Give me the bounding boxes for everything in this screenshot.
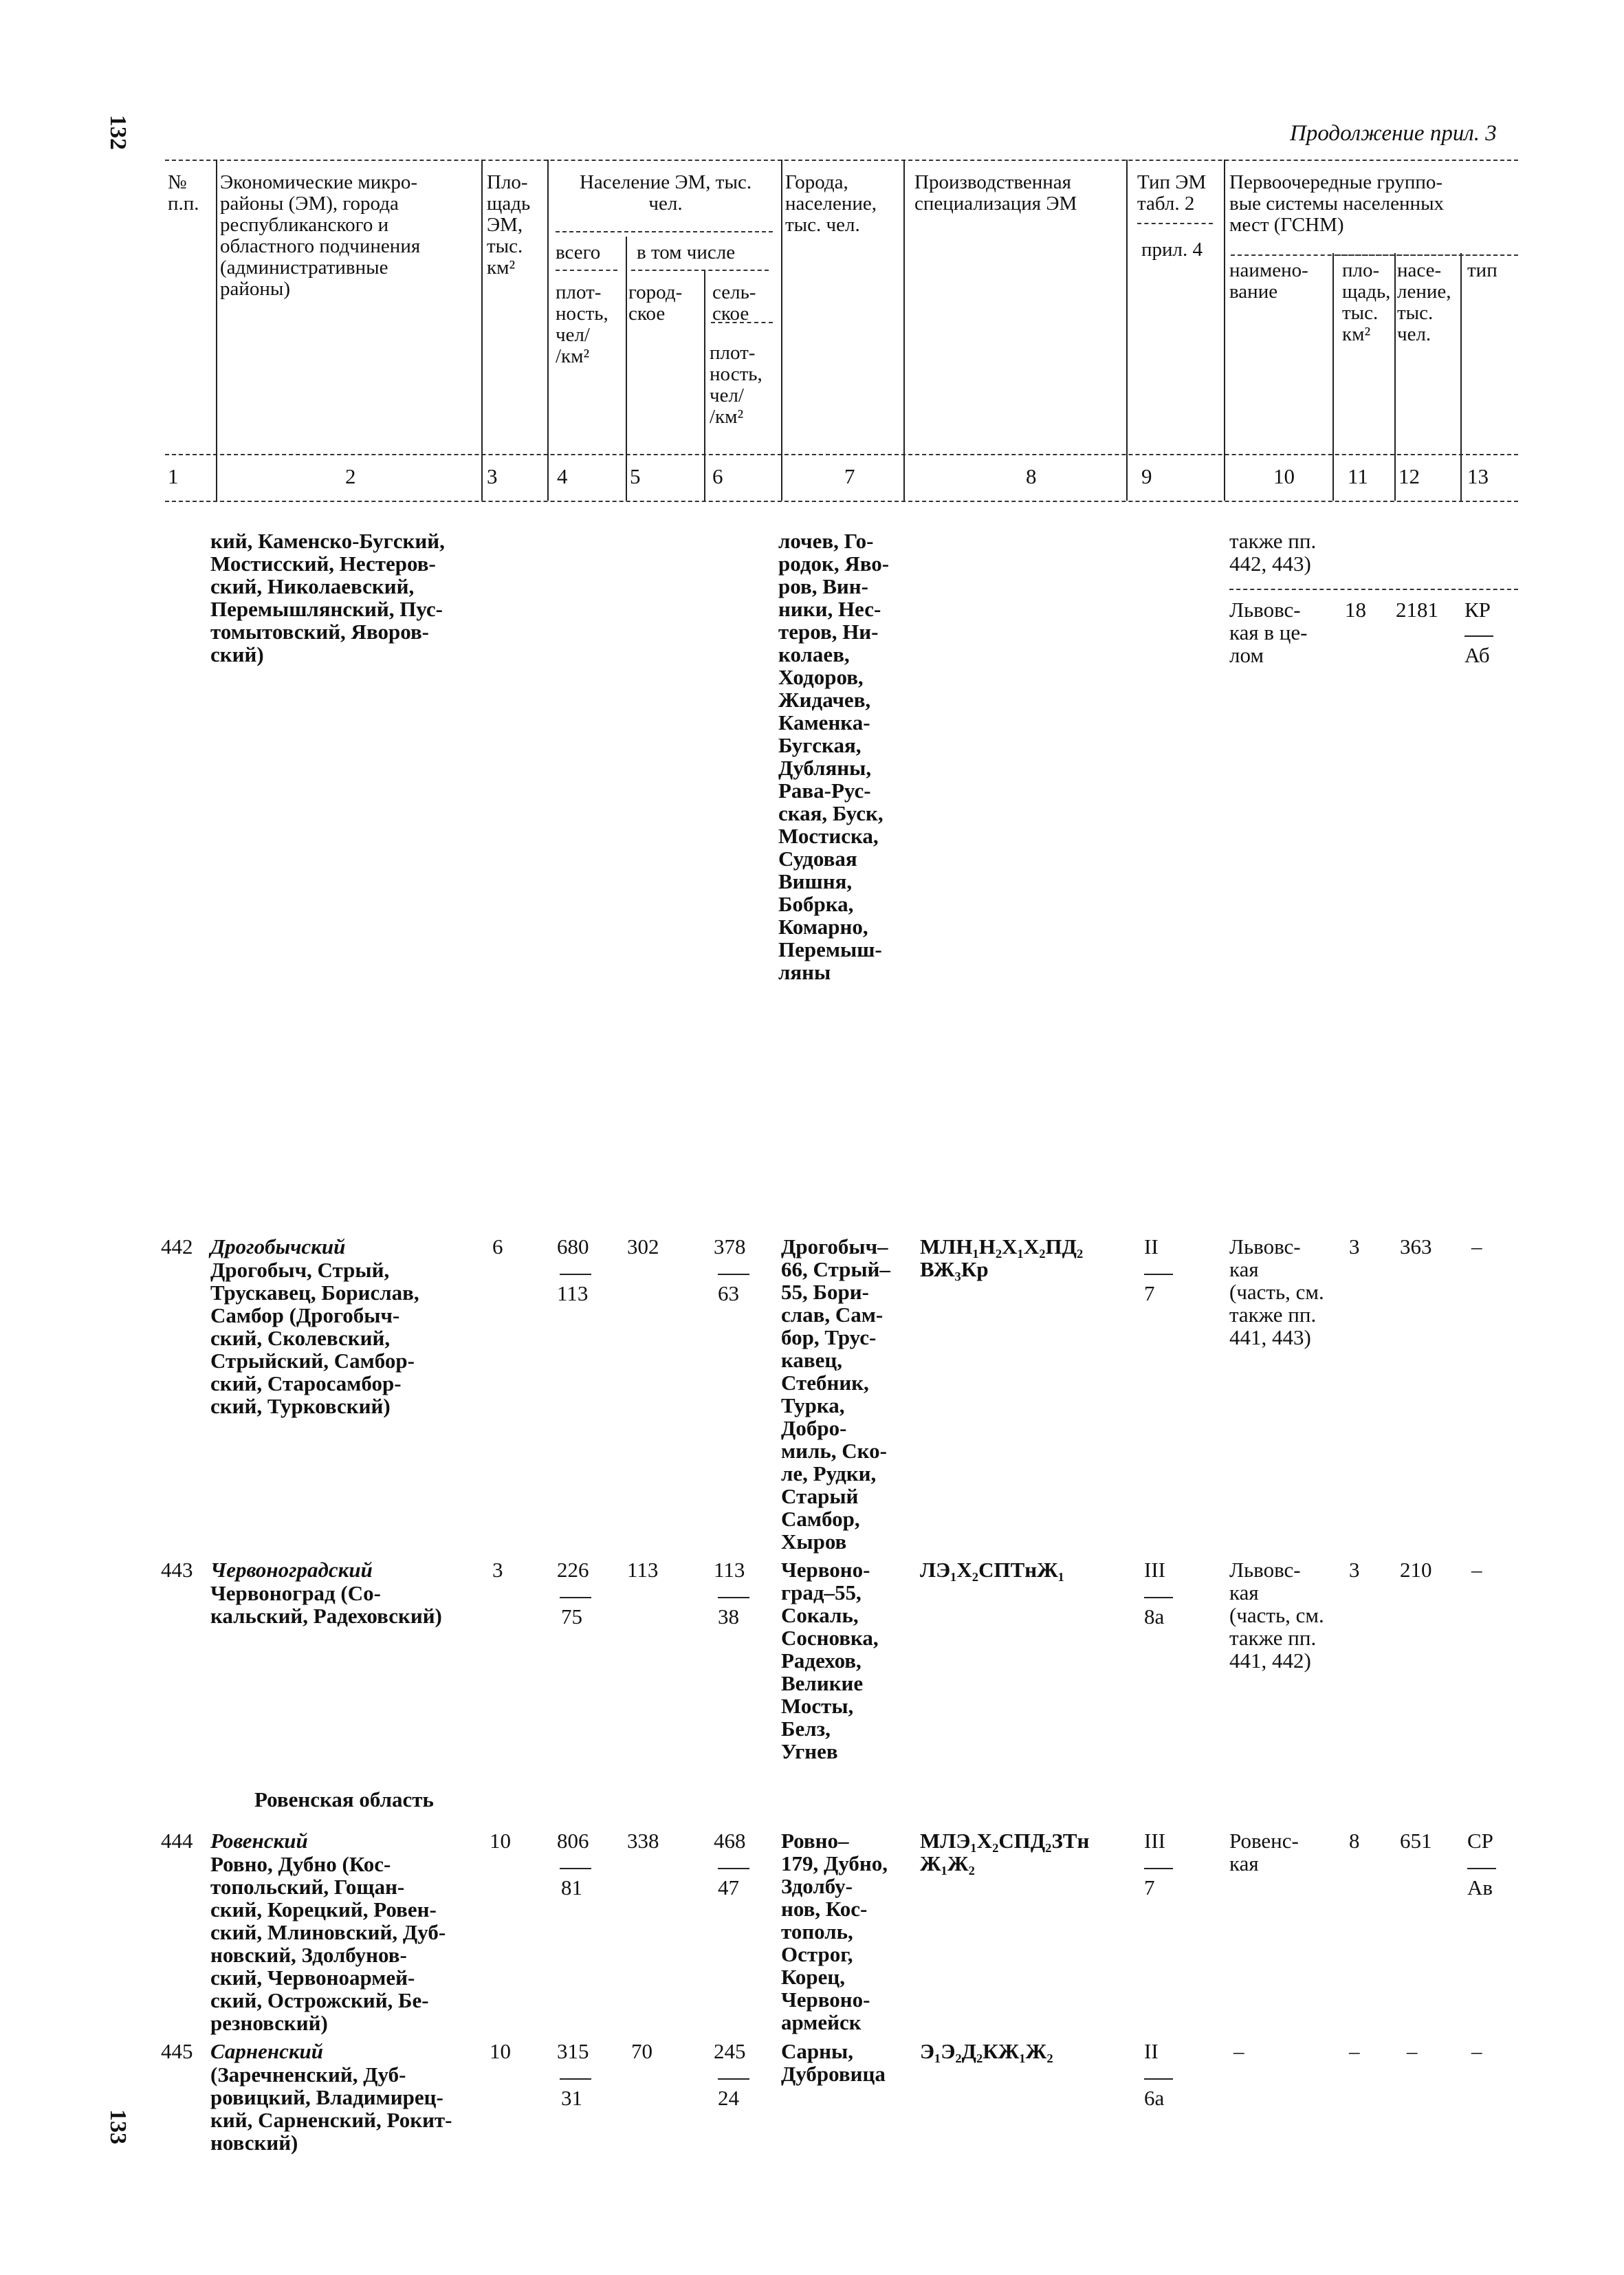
continued-districts: кий, Каменско-Бугский, Мостисский, Нестеров- ский, Николаевский, Перемышлянский, Пус- томытовский, Яворов- ский) (210, 529, 445, 666)
row-total: 315 (557, 2039, 589, 2063)
row-rural: 113 (714, 1558, 745, 1582)
row-area: 10 (490, 1829, 511, 1853)
row-cities: Червоно- град–55, Сокаль, Сосновка, Радехов, Великие Мосты, Белз, Угнев (781, 1558, 879, 1763)
header-rural-density: плот- ность, чел/ /км² (710, 342, 762, 428)
row-type-sub: 7 (1144, 1875, 1155, 1900)
row-rural: 378 (714, 1234, 746, 1259)
page-number-top: 132 (105, 115, 131, 150)
column-number: 5 (630, 464, 641, 488)
row-name: Сарненский (210, 2039, 324, 2063)
header-cities: Города, население, тыс. чел. (785, 171, 877, 236)
continued-gsnm-type-sub: Аб (1464, 643, 1490, 667)
continued-cities: лочев, Го- родок, Яво- ров, Вин- ники, Нес- теров, Ни- колаев, Ходоров, Жидачев, Каменка- Бугская, Дубляны, Рава-Рус- ская, Буск, Мостиска, Судовая Вишня, Бобрка, Комарно, Перемыш- ляны (778, 529, 890, 984)
row-urban: 302 (627, 1234, 659, 1259)
row-description: (Заречненский, Дуб- ровицкий, Владимирец- кий, Сарненский, Рокит- новский) (210, 2062, 452, 2155)
row-area: 6 (492, 1234, 503, 1259)
row-description: Червоноград (Со- кальский, Радеховский) (210, 1581, 442, 1628)
row-name: Червоноградский (210, 1558, 373, 1582)
column-number: 3 (487, 464, 498, 488)
row-rural: 468 (714, 1829, 746, 1853)
row-gsnm-area: 3 (1349, 1234, 1360, 1259)
header-rural: сель- ское (712, 281, 756, 325)
row-urban: 70 (631, 2039, 652, 2063)
column-number: 1 (168, 464, 179, 488)
row-area: 3 (492, 1558, 503, 1582)
header-population-group: Население ЭМ, тыс. чел. (579, 171, 752, 215)
row-type-sub: 6а (1144, 2086, 1165, 2110)
header-specialization: Производственная специализация ЭМ (914, 171, 1077, 215)
row-gsnm-type: – (1471, 1558, 1482, 1582)
column-number: 6 (712, 464, 723, 488)
row-specialization: Э₁Э₂Д₂КЖ₁Ж₂ (920, 2039, 1053, 2063)
row-density: 31 (561, 2086, 582, 2110)
row-gsnm-type: – (1471, 1234, 1482, 1259)
row-rural-density: 24 (718, 2086, 739, 2110)
row-density: 113 (557, 1281, 589, 1305)
header-gsnm-area: пло- щадь, тыс. км² (1342, 259, 1391, 345)
page-number-bottom: 133 (105, 2109, 131, 2144)
row-rural-density: 38 (718, 1604, 739, 1629)
row-cities: Сарны, Дубровица (781, 2039, 886, 2086)
row-specialization: ЛЭ₁Х₂СПТнЖ₁ (920, 1558, 1065, 1582)
row-type: III (1144, 1829, 1165, 1853)
row-gsnm-type: СР (1467, 1829, 1493, 1853)
row-cities: Дрогобыч– 66, Стрый– 55, Бори- слав, Сам- бор, Трус- кавец, Стебник, Турка, Добро- миль, Ско- ле, Рудки, Старый Самбор, Хыров (781, 1234, 890, 1554)
row-number: 442 (161, 1234, 193, 1259)
row-number: 444 (161, 1829, 193, 1853)
column-number: 2 (345, 464, 356, 488)
row-type: III (1144, 1558, 1165, 1582)
column-number: 9 (1141, 464, 1152, 488)
row-gsnm: – (1233, 2039, 1244, 2063)
row-type-sub: 7 (1144, 1281, 1155, 1305)
continued-gsnm-name: Львовс- кая в це- лом (1229, 598, 1308, 667)
column-number: 4 (557, 464, 568, 488)
row-gsnm: Львовс- кая (часть, см. также пп. 441, 442) (1229, 1558, 1324, 1673)
header-population-total: всего (556, 241, 601, 263)
row-rural: 245 (714, 2039, 746, 2063)
row-gsnm: Ровенс- кая (1229, 1829, 1299, 1875)
row-gsnm: Львовс- кая (часть, см. также пп. 441, 443) (1229, 1234, 1324, 1349)
row-density: 75 (561, 1604, 582, 1629)
column-number: 12 (1398, 464, 1420, 488)
header-area: Пло- щадь ЭМ, тыс. км² (487, 171, 531, 279)
row-total: 806 (557, 1829, 589, 1853)
region-heading: Ровенская область (254, 1787, 434, 1811)
continued-gsnm-population: 2181 (1396, 598, 1438, 622)
row-urban: 113 (627, 1558, 659, 1582)
row-gsnm-population: 210 (1400, 1558, 1432, 1582)
row-area: 10 (490, 2039, 511, 2063)
row-cities: Ровно– 179, Дубно, Здолбу- нов, Кос- тополь, Острог, Корец, Червоно- армейск (781, 1829, 888, 2034)
row-gsnm-area: – (1349, 2039, 1360, 2063)
row-type: II (1144, 2039, 1159, 2063)
column-number: 8 (1026, 464, 1037, 488)
header-gsnm-group: Первоочередные группо- вые системы населенных мест (ГСНМ) (1229, 171, 1445, 236)
row-description: Ровно, Дубно (Кос- топольский, Гощан- ский, Корецкий, Ровен- ский, Млиновский, Дуб- новский, Здолбунов- ский, Червоноармей- ский, Острожский, Бе- резновский) (210, 1852, 446, 2035)
header-number: № п.п. (168, 171, 199, 215)
row-type: II (1144, 1234, 1159, 1259)
header-em-type-appendix: прил. 4 (1141, 239, 1203, 261)
header-gsnm-type: тип (1467, 259, 1497, 281)
row-urban: 338 (627, 1829, 659, 1853)
row-name: Дрогобычский (210, 1234, 346, 1259)
row-description: Дрогобыч, Стрый, Трускавец, Борислав, Самбор (Дрогобыч- ский, Сколевский, Стрыйский, Самбор- ский, Старосамбор- ский, Турковский) (210, 1258, 419, 1418)
row-gsnm-area: 3 (1349, 1558, 1360, 1582)
row-specialization: МЛН₁Н₂Х₁Х₂ПД₂ ВЖ₃Кр (920, 1234, 1084, 1281)
row-type-sub: 8а (1144, 1604, 1165, 1629)
row-gsnm-type: – (1471, 2039, 1482, 2063)
row-gsnm-population: 363 (1400, 1234, 1432, 1259)
row-number: 445 (161, 2039, 193, 2063)
column-number: 13 (1467, 464, 1489, 488)
header-gsnm-population: насе- ление, тыс. чел. (1397, 259, 1451, 345)
continued-gsnm-type: КР (1464, 598, 1491, 622)
row-name: Ровенский (210, 1829, 308, 1853)
header-gsnm-name: наимено- вание (1229, 259, 1308, 303)
row-gsnm-population: – (1407, 2039, 1418, 2063)
header-population-density: плот- ность, чел/ /км² (556, 281, 608, 367)
row-rural-density: 47 (718, 1875, 739, 1900)
row-gsnm-type-sub: Ав (1467, 1875, 1493, 1900)
row-number: 443 (161, 1558, 193, 1582)
continued-also: также пп. 442, 443) (1229, 529, 1317, 576)
row-total: 680 (557, 1234, 589, 1259)
column-number: 7 (844, 464, 855, 488)
column-number: 11 (1348, 464, 1368, 488)
header-urban: город- ское (628, 281, 683, 325)
row-total: 226 (557, 1558, 589, 1582)
row-gsnm-area: 8 (1349, 1829, 1360, 1853)
row-rural-density: 63 (718, 1281, 739, 1305)
header-em-type: Тип ЭМ табл. 2 (1137, 171, 1207, 215)
header-including: в том числе (637, 241, 736, 263)
header-microdistricts: Экономические микро- районы (ЭМ), города республиканского и областного подчинения (административные районы) (220, 171, 421, 300)
row-specialization: МЛЭ₁Х₂СПД₂ЗТн Ж₁Ж₂ (920, 1829, 1090, 1875)
row-gsnm-population: 651 (1400, 1829, 1432, 1853)
continued-gsnm-area: 18 (1345, 598, 1366, 622)
column-number: 10 (1273, 464, 1295, 488)
continuation-title: Продолжение прил. 3 (1290, 121, 1497, 146)
row-density: 81 (561, 1875, 582, 1900)
